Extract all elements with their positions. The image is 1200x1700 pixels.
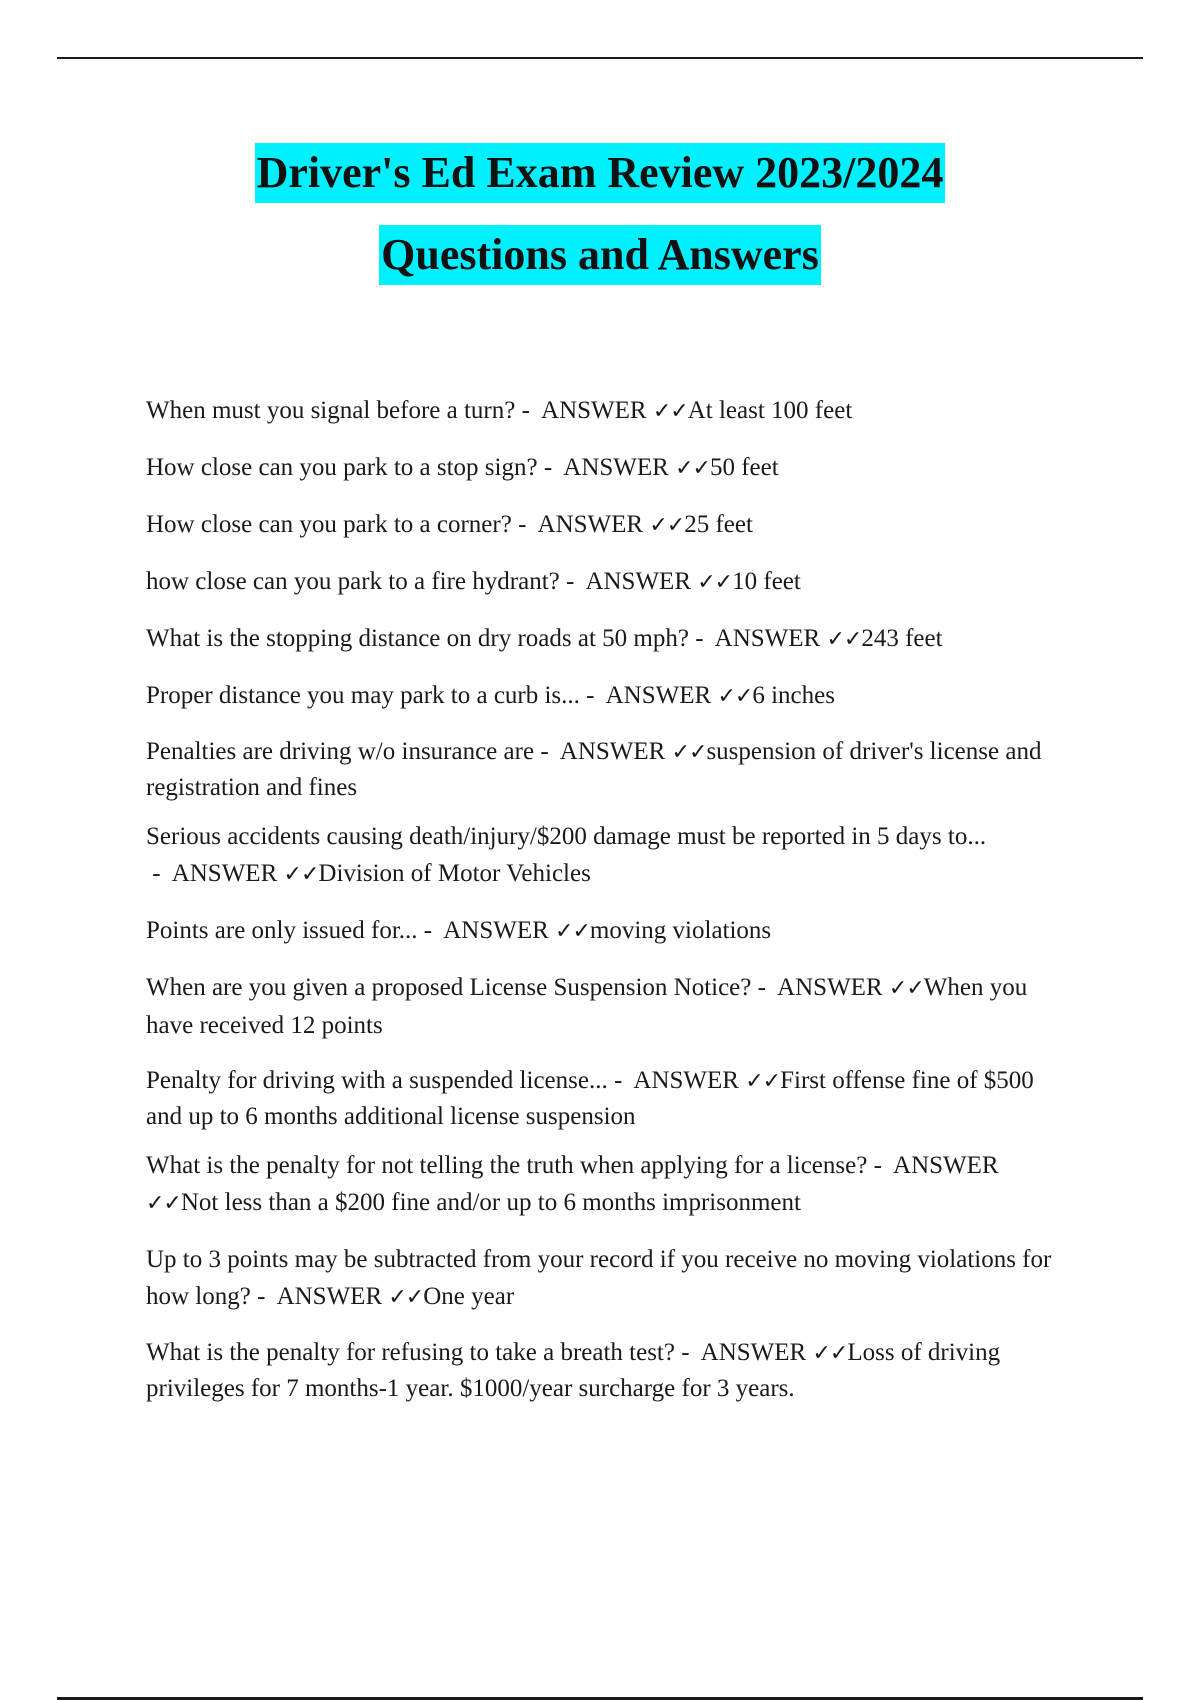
answer-text: When you have received 12 points <box>146 974 1028 1039</box>
answer-text: 50 feet <box>709 454 779 481</box>
answer-text: At least 100 feet <box>687 397 853 424</box>
check-mark-icon: ✓✓ <box>697 570 733 595</box>
answer-label: ANSWER <box>559 738 666 765</box>
question-text: Serious accidents causing death/injury/$200 damage must be reported in 5 days to... <box>146 823 987 850</box>
question-text: What is the penalty for refusing to take a breath test? <box>146 1339 675 1366</box>
qa-item-11 <box>146 1063 1066 1134</box>
check-mark-icon: ✓✓ <box>555 919 590 944</box>
check-mark-icon: ✓✓ <box>388 1285 424 1310</box>
separator: - <box>674 1339 701 1366</box>
answer-label: ANSWER <box>893 1152 999 1179</box>
answer-label: ANSWER <box>537 511 644 538</box>
separator: - <box>867 1152 894 1179</box>
answer-text: Not less than a $200 fine and/or up to 6 months imprisonment <box>180 1189 801 1216</box>
answer-text: suspension of driver's license and registration and fines <box>146 738 1042 801</box>
answer-label: ANSWER <box>700 1339 807 1366</box>
question-text: Proper distance you may park to a curb is... <box>146 682 580 709</box>
title-line-2: Questions and Answers <box>379 225 821 285</box>
question-text: How close can you park to a stop sign? <box>146 454 538 481</box>
answer-text: 25 feet <box>684 511 753 538</box>
separator: - <box>537 454 564 481</box>
question-text: When must you signal before a turn? <box>146 397 516 424</box>
qa-item-3 <box>146 506 1066 544</box>
qa-item-1 <box>146 392 1066 430</box>
check-mark-icon: ✓✓ <box>283 862 319 887</box>
answer-text: 10 feet <box>732 568 801 595</box>
answer-label: ANSWER <box>777 974 883 1001</box>
check-mark-icon: ✓✓ <box>652 399 688 424</box>
answer-label: ANSWER <box>171 860 278 887</box>
separator: - <box>607 1067 634 1094</box>
separator: - <box>579 682 606 709</box>
qa-list <box>146 392 1066 1419</box>
question-text: Up to 3 points may be subtracted from your record if you receive no moving violations for how long? <box>146 1246 1052 1310</box>
separator: - <box>688 625 715 652</box>
answer-text: moving violations <box>589 917 772 944</box>
qa-item-2 <box>146 449 1066 487</box>
answer-label: ANSWER <box>541 397 647 424</box>
check-mark-icon: ✓✓ <box>812 1341 848 1366</box>
separator: - <box>511 511 538 538</box>
separator: - <box>417 917 444 944</box>
question-text: Penalties are driving w/o insurance are <box>146 738 535 765</box>
question-text: how close can you park to a fire hydrant? <box>146 568 560 595</box>
check-mark-icon: ✓✓ <box>745 1069 781 1094</box>
answer-label: ANSWER <box>563 454 669 481</box>
qa-item-12 <box>146 1147 1066 1222</box>
question-text: When are you given a proposed License Suspension Notice? <box>146 974 752 1001</box>
check-mark-icon: ✓✓ <box>717 684 753 709</box>
qa-item-9 <box>146 912 1066 950</box>
separator: - <box>146 860 172 887</box>
answer-label: ANSWER <box>605 682 712 709</box>
answer-label: ANSWER <box>585 568 691 595</box>
separator: - <box>250 1283 277 1310</box>
question-text: What is the stopping distance on dry roads at 50 mph? <box>146 625 689 652</box>
question-text: Points are only issued for... <box>146 917 418 944</box>
question-text: Penalty for driving with a suspended license... <box>146 1067 608 1094</box>
qa-item-6 <box>146 677 1066 715</box>
check-mark-icon: ✓✓ <box>826 627 862 652</box>
qa-item-10 <box>146 969 1066 1044</box>
separator: - <box>751 974 778 1001</box>
answer-label: ANSWER <box>633 1067 739 1094</box>
qa-item-14 <box>146 1335 1066 1406</box>
check-mark-icon: ✓✓ <box>675 456 710 481</box>
document-title <box>0 143 1200 285</box>
answer-label: ANSWER <box>443 917 549 944</box>
answer-label: ANSWER <box>714 625 821 652</box>
separator: - <box>559 568 586 595</box>
answer-text: Division of Motor Vehicles <box>318 860 591 887</box>
qa-item-8 <box>146 818 1066 893</box>
answer-text: 6 inches <box>752 682 835 709</box>
qa-item-4 <box>146 563 1066 601</box>
separator: - <box>515 397 542 424</box>
qa-item-13 <box>146 1241 1066 1316</box>
question-text: What is the penalty for not telling the truth when applying for a license? <box>146 1152 868 1179</box>
qa-item-5 <box>146 620 1066 658</box>
question-text: How close can you park to a corner? <box>146 511 512 538</box>
answer-text: Loss of driving privileges for 7 months-1 year. $1000/year surcharge for 3 years. <box>146 1339 1001 1402</box>
check-mark-icon: ✓✓ <box>888 976 924 1001</box>
check-mark-icon: ✓✓ <box>146 1191 181 1216</box>
answer-label: ANSWER <box>276 1283 383 1310</box>
separator: - <box>534 738 560 765</box>
answer-text: 243 feet <box>861 625 943 652</box>
title-line-1: Driver's Ed Exam Review 2023/2024 <box>255 143 946 203</box>
check-mark-icon: ✓✓ <box>671 740 707 765</box>
top-rule <box>57 57 1143 59</box>
qa-item-7 <box>146 734 1066 805</box>
answer-text: One year <box>423 1283 515 1310</box>
check-mark-icon: ✓✓ <box>649 513 685 538</box>
answer-text: First offense fine of $500 and up to 6 months additional license suspension <box>146 1067 1034 1130</box>
